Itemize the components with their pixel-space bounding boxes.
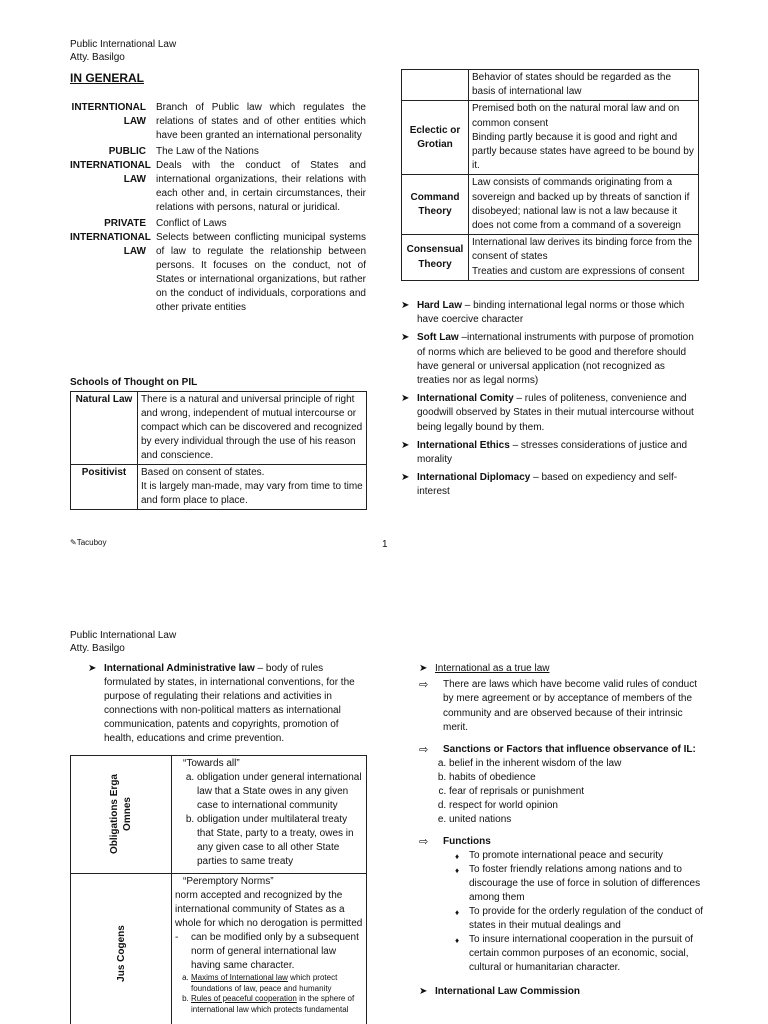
definition-row (70, 101, 366, 143)
bullet-text: –international instruments with purpose of promotion of norms which are believed to be good and therefore should have general or universal application (not recognized as treaties nor as legal norms) (417, 332, 694, 387)
definition-line: Conflict of Laws (156, 218, 227, 229)
schools-title: Schools of Thought on PIL (70, 377, 198, 388)
arrow-bullet-icon: ➤ (401, 439, 410, 451)
diamond-bullet-icon: ♦ (455, 936, 460, 946)
theory-name: Consensual Theory (402, 235, 469, 281)
erga-omnes-desc (172, 756, 367, 874)
jus-cogens-desc (172, 874, 367, 1024)
bullet-text: – based on expediency and self-interest (417, 472, 678, 498)
course-title: Public International Law (70, 39, 177, 50)
arrow-bullet-icon: ➤ (401, 300, 410, 311)
jus-desc: norm accepted and recognized by the international community of States as a whole for which no derogation is permitted (175, 890, 363, 929)
theory-desc (469, 70, 699, 101)
list-item: d. respect for world opinion (449, 799, 709, 813)
item-underlined: Maxims of International law (191, 973, 288, 982)
theory-name: Eclectic or Grotian (402, 101, 469, 175)
jus-dash-text: can be modified only by a subsequent norm of general international law having same character. (191, 932, 359, 971)
bullet-term: International Administrative law (104, 663, 255, 674)
erga-list (175, 771, 363, 869)
bullet-text: – binding international legal norms or those which have coercive character (417, 300, 685, 326)
arrow-bullet-icon: ➤ (419, 663, 428, 674)
instructor-name: Atty. Basilgo (70, 643, 125, 654)
admin-law-list (88, 662, 368, 750)
function-text: To promote international peace and security (469, 850, 664, 862)
bullet-term: International Diplomacy (417, 472, 531, 484)
list-item (401, 439, 699, 467)
list-item: b. obligation under multilateral treaty that State, party to a treaty, owes in any given case to all other State parties to same treaty (197, 813, 363, 869)
list-item (88, 662, 368, 746)
footer-author: Tacuboy (76, 538, 107, 547)
arrow-bullet-icon: ➤ (88, 663, 97, 674)
theory-name (402, 70, 469, 101)
commission-heading (419, 985, 709, 999)
definition-term: INTERNTIONAL LAW (71, 102, 146, 127)
function-text: To provide for the orderly regulation of the conduct of states in their mutual dealings and (469, 906, 704, 932)
theory-name: Command Theory (402, 175, 469, 235)
bullet-text: – rules of politeness, convenience and goodwill observed by States in their mutual intercourse without being legally bound by them. (417, 393, 694, 433)
true-law-heading (419, 662, 709, 676)
table-row (402, 101, 699, 175)
bullet-text: – stresses considerations of justice and morality (417, 439, 688, 466)
arrow-bullet-icon: ➤ (401, 393, 410, 405)
commission-title: International Law Commission (435, 986, 581, 998)
table-row (71, 756, 367, 874)
arrow-bullet-icon: ➤ (419, 986, 428, 998)
theory-desc (469, 235, 699, 281)
function-text: To insure international cooperation in the pursuit of certain common purposes of an economic, social, cultural or humanitarian character. (469, 934, 694, 974)
list-item (401, 299, 699, 327)
school-name: Positivist (71, 465, 138, 510)
theory-line: Binding partly because it is good and right and partly because states have agreed to be bound by it. (472, 131, 694, 172)
school-desc (138, 392, 367, 465)
theory-line: Treaties and custom are expressions of consent (472, 265, 685, 277)
page-number: 1 (382, 539, 388, 550)
erga-omnes-label-cell (71, 756, 172, 874)
definition-line: Selects between conflicting municipal systems of law to regulate the relationship between persons. It focuses on the conduct, not of States or international organizations, but rather on the conduct of individuals, corporations and other private entities (156, 232, 366, 313)
true-law-title: International as a true law (435, 663, 550, 674)
item-text: in the sphere of international law which protects fundamental (191, 994, 355, 1014)
functions-list (419, 849, 709, 975)
sanctions-title: Sanctions or Factors that influence observance of IL: (443, 744, 696, 756)
list-item (455, 933, 709, 975)
true-law-section (419, 662, 709, 1000)
theories-table (401, 69, 699, 281)
bullet-term: Hard Law (417, 300, 463, 311)
functions-item (419, 835, 709, 849)
item-underlined: Rules of peaceful cooperation (191, 994, 297, 1003)
list-item (191, 973, 363, 994)
list-item (401, 392, 699, 435)
definitions (70, 101, 366, 317)
table-row (71, 874, 367, 1024)
definition-term: PRIVATE INTERNATIONAL LAW (70, 218, 151, 257)
double-arrow-icon: ⇨ (419, 744, 429, 757)
bullet-text: – body of rules formulated by states, in international conventions, for the purpose of regulating their relations and activities in connections with non-political matters as international communication, patents and copyrights, promotion of health, educations and crime prevention. (104, 663, 355, 744)
diamond-bullet-icon: ♦ (455, 908, 460, 918)
theory-line: International law derives its binding force from the consent of states (472, 237, 693, 263)
theory-desc (469, 175, 699, 235)
table-row (402, 70, 699, 101)
arrow-bullet-icon: ➤ (401, 472, 410, 484)
arrow-bullet-icon: ➤ (401, 332, 410, 344)
definition-line: Branch of Public law which regulates the relations of states and of other entities which have been granted an international personality (156, 102, 366, 141)
definition-line: The Law of the Nations (156, 146, 259, 157)
jus-list (175, 973, 363, 1015)
jus-dash-item: - can be modified only by a subsequent norm of general international law having same character. (175, 932, 359, 971)
list-item (455, 905, 709, 933)
list-item: a. obligation under general international law that a State owes in any given case to international community (197, 771, 363, 813)
item-text: which protect foundations of law, peace and humanity (191, 973, 338, 993)
page-2 (0, 620, 768, 1024)
footer-mark (70, 538, 107, 547)
definition-desc (156, 101, 366, 143)
bullet-term: International Comity (417, 393, 514, 405)
double-arrow-icon: ⇨ (419, 836, 429, 849)
page-gap (0, 585, 768, 620)
school-line: There is a natural and universal principle of right and wrong, independent of mutual intercourse or compact which can be discovered and recognized by every individual through the use of his reason and conscience. (141, 394, 363, 461)
jus-cogens-label: Jus Cogens (115, 924, 127, 982)
list-item (455, 863, 709, 905)
school-line: Based on consent of states. (141, 467, 265, 478)
school-line: It is largely man-made, may vary from time to time and form place to place. (141, 481, 363, 506)
sanctions-list (419, 757, 709, 827)
law-types-list (401, 299, 699, 504)
table-row (71, 465, 367, 510)
page-header (70, 629, 176, 655)
function-text: To foster friendly relations among nations and to discourage the use of force in solution of differences among them (469, 864, 701, 904)
diamond-bullet-icon: ♦ (455, 866, 460, 876)
list-item (401, 471, 699, 499)
table-row (71, 392, 367, 465)
list-item: a. belief in the inherent wisdom of the law (449, 757, 709, 771)
list-item: e. united nations (449, 813, 709, 827)
list-item: b. habits of obedience (449, 771, 709, 785)
definition-desc (156, 217, 366, 315)
laws-item (419, 678, 709, 735)
theory-line: Premised both on the natural moral law and on common consent (472, 103, 680, 129)
jus-intro: “Peremptory Norms” (183, 876, 274, 887)
course-title: Public International Law (70, 630, 177, 641)
bullet-term: International Ethics (417, 439, 510, 451)
double-arrow-icon: ⇨ (419, 679, 429, 692)
theory-line: Behavior of states should be regarded as the basis of international law (472, 72, 672, 98)
diamond-bullet-icon: ♦ (455, 852, 460, 862)
definition-row (70, 217, 366, 315)
list-item: c. fear of reprisals or punishment (449, 785, 709, 799)
laws-text: There are laws which have become valid rules of conduct by mere agreement or by acceptance of members of the community and are observed because of their intrinsic merit. (443, 679, 698, 733)
list-item (401, 331, 699, 388)
definition-line: Deals with the conduct of States and international organizations, their relations with each other and, in certain circumstances, their relations with persons, natural or juridical. (156, 160, 366, 213)
definition-row (70, 145, 366, 215)
schools-table (70, 391, 367, 510)
functions-title: Functions (443, 836, 491, 848)
definition-desc (156, 145, 366, 215)
erga-omnes-label: Obligations Erga Omnes (109, 774, 133, 855)
bullet-term: Soft Law (417, 332, 459, 344)
erga-intro: “Towards all” (183, 758, 240, 769)
section-title: IN GENERAL (70, 71, 145, 85)
instructor-name: Atty. Basilgo (70, 52, 125, 63)
theory-desc (469, 101, 699, 175)
norms-table (70, 755, 367, 1024)
theory-line: Law consists of commands originating from a sovereign and backed up by threats of sanction if disobeyed; national law is not a law because it does not come from a command of a sovereign (472, 177, 690, 232)
pencil-icon: ✎ (70, 538, 77, 547)
page-header (70, 38, 176, 64)
sanctions-item (419, 743, 709, 757)
table-row (402, 175, 699, 235)
list-item (455, 849, 709, 863)
list-item (191, 994, 363, 1015)
school-desc (138, 465, 367, 510)
school-name: Natural Law (71, 392, 138, 465)
definition-term: PUBLIC INTERNATIONAL LAW (70, 146, 151, 185)
jus-cogens-label-cell (71, 874, 172, 1024)
table-row (402, 235, 699, 281)
